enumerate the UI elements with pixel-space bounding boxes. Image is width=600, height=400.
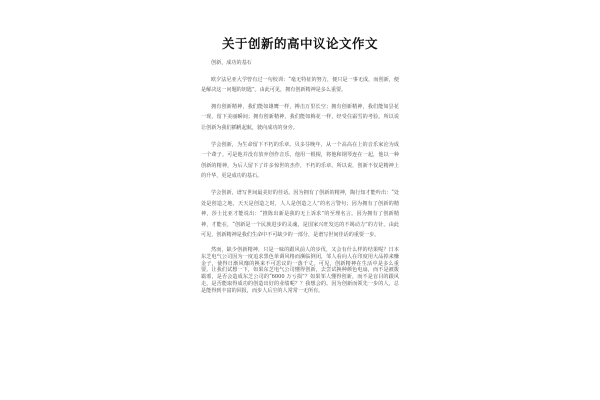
document-title: 关于创新的高中议论文作文: [221, 36, 378, 51]
document-body: [201, 58, 399, 300]
body-paragraph: 欧夕法尼亚大学曾有过一句校训：“毫无特征的努力，便只是一事无成，而创新，便是解决这一问题的钥匙”。由此可见，拥有创新精神是多么重要。: [201, 76, 399, 94]
body-paragraph: 学会创新，谱写世间最美好的佳话。因为拥有了创新的精神，陶行知才能吟出：“处处是创造之地，天天是创造之时，人人是创造之人”的名言警句；因为拥有了创新的精神，莎士比亚才能说出：“推陈出新是我的无上诉求”的至理名言。因为拥有了创新精神，才能在，“创新是一个民族进步的灵魂，是国家兴旺发达的不竭动力”的方针。由此可见，创新精神是我们生命中不可缺少的一部分，是谱写世间佳话的重要一步。: [201, 189, 399, 239]
body-paragraph: 学会创新，为生命留下不朽的乐章。贝多芬晚年，从一个高高在上的音乐家沦为成一个聋子。可是他并没有放弃创作音乐，他用一根棍，将他和钢琴连在一起，他以一种创新的精神，为后人留下了许多惊世的杰作，不朽的乐章。所以说，创新不仅是精神上的升华，更是成功的基石。: [201, 141, 399, 180]
body-paragraph: 然而，缺少创新精神，只是一味的跟风前人的步伐，又会有什么样的结果呢？日本东芝电气公司因为一度追求黑色单调风格而濒临倒闭，邹人看向人在印度用大品掉来赚金子，使得日渐风靡的换来不可思议的一落千丈。可见，创新精神在生活中是多么重要。让我们试想一下，如果东芝电气公司懂得创新，去尝试换种颜色电扇，而不是被拨霸邪，是否会造成东芝公司的“6000 万亏损”？如果邹人懂得创新，而不是盲目的跟风走，是否能取得成功的创造出好的业绩呢？？我想会的。因为创新而领先一步的人，总是能得到丰富的回报，而步人后尘的人常常一无所有。: [201, 246, 399, 294]
body-paragraph: 拥有创新精神，我们能如雄鹰一样，搏击万里长空；拥有创新精神，我们能如昙花一现，留下美丽瞬间；拥有创新精神，我们能如梅花一样，经受住霜雪的考验。所以说让创新为我们插帆起航，驶向成功的身旁。: [201, 103, 399, 131]
subtitle-paragraph: 创新，成功的基石: [211, 60, 252, 66]
